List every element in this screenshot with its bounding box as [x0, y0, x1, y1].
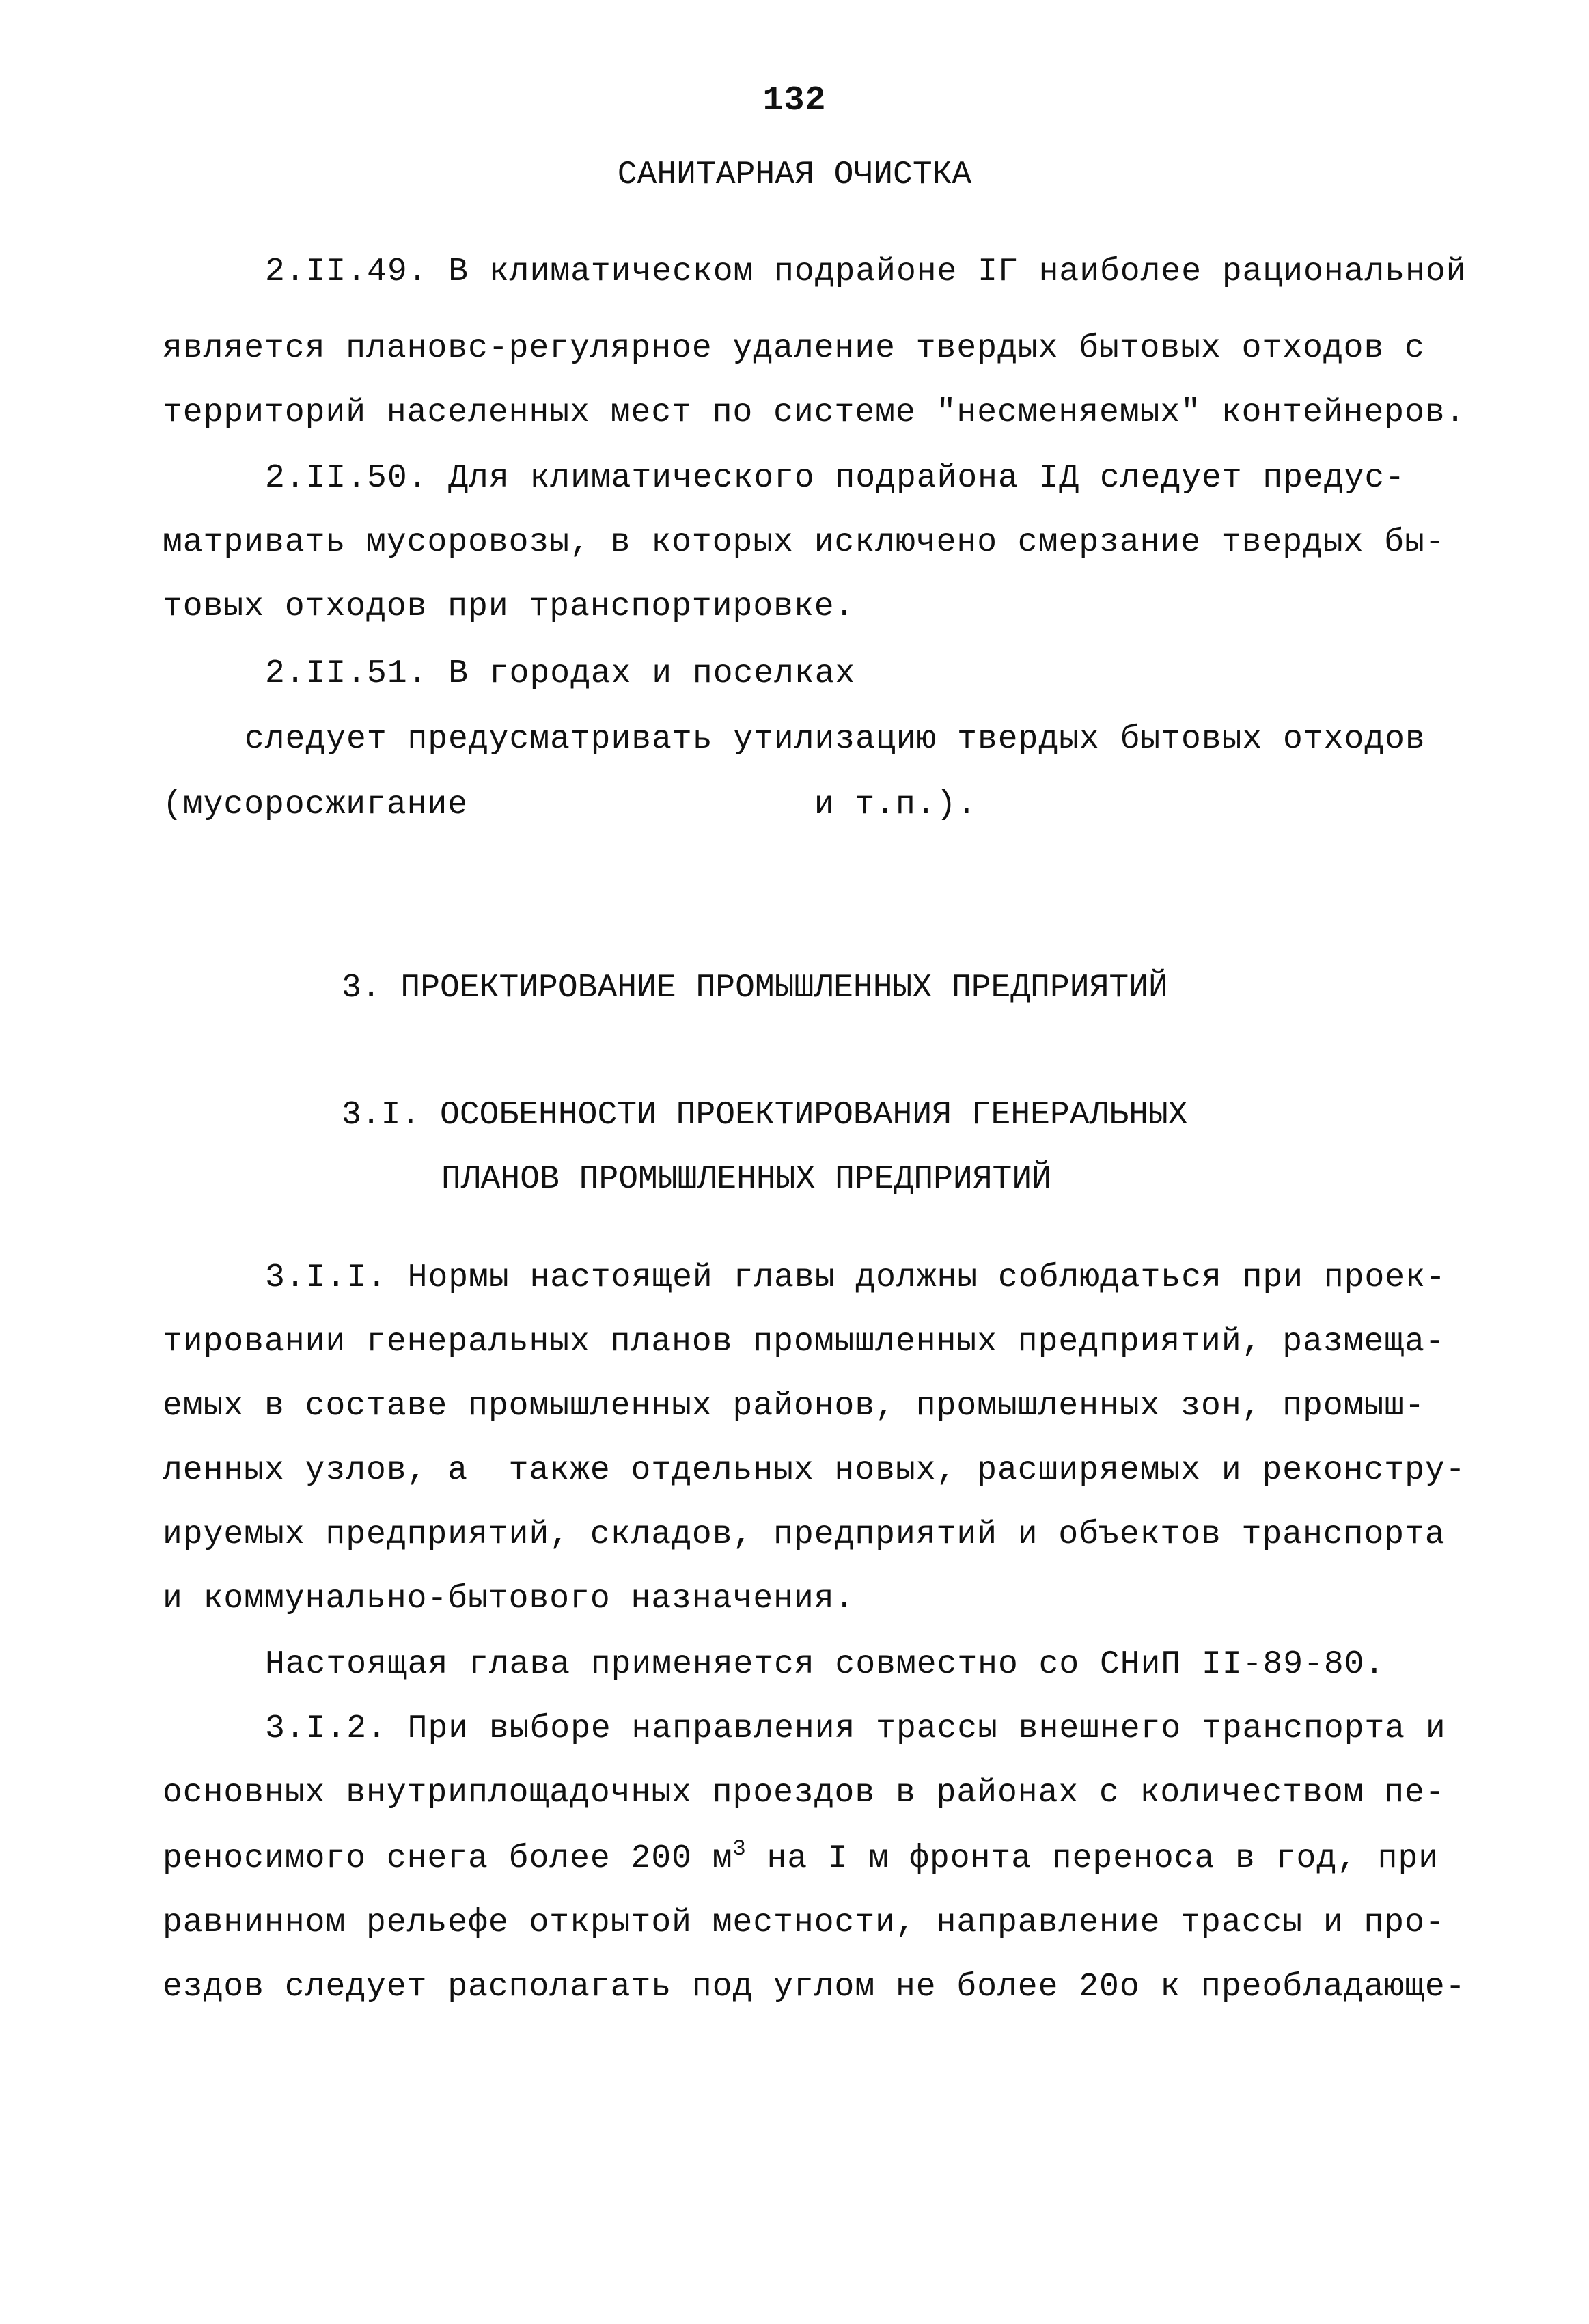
- page-number: 132: [762, 81, 827, 120]
- paragraph-3-1-1-line-5: ируемых предприятий, складов, предприятий и объектов транспорта: [163, 1516, 1446, 1553]
- paragraph-3-1-2-line-3: [163, 1838, 1439, 1879]
- paragraph-2-11-51-line-2: следует предусматривать утилизацию твердых бытовых отходов: [245, 721, 1426, 758]
- chapter-3-heading: 3. ПРОЕКТИРОВАНИЕ ПРОМЫШЛЕННЫХ ПРЕДПРИЯТИЙ: [342, 970, 1168, 1007]
- section-3-1-heading-line-1: 3.I. ОСОБЕННОСТИ ПРОЕКТИРОВАНИЯ ГЕНЕРАЛЬНЫХ: [342, 1097, 1188, 1134]
- paragraph-2-11-50-line-3: товых отходов при транспортировке.: [163, 588, 855, 625]
- paragraph-3-1-1-line-1: 3.I.I. Нормы настоящей главы должны соблюдаться при проек-: [265, 1259, 1446, 1296]
- paragraph-3-1-2-line-1: 3.I.2. При выборе направления трассы внешнего транспорта и: [265, 1710, 1446, 1747]
- paragraph-3-1-2-line-4: равнинном рельефе открытой местности, направление трассы и про-: [163, 1904, 1446, 1941]
- paragraph-2-11-50-line-1: 2.II.50. Для климатического подрайона IД следует предус-: [265, 460, 1406, 497]
- paragraph-3-1-2-line-2: основных внутриплощадочных проездов в районах с количеством пе-: [163, 1775, 1446, 1812]
- paragraph-3-1-2-line-5: ездов следует располагать под углом не более 20о к преобладающе-: [163, 1969, 1466, 2006]
- superscript-cubic: 3: [732, 1836, 747, 1861]
- paragraph-3-1-2-line-3-start: реносимого снега более 200 м: [163, 1840, 733, 1877]
- paragraph-3-1-2-line-3-end: на I м фронта переноса в год, при: [746, 1840, 1439, 1877]
- paragraph-2-11-49-line-2: является плановс-регулярное удаление твердых бытовых отходов с: [163, 330, 1425, 367]
- paragraph-3-1-1-line-2: тировании генеральных планов промышленных предприятий, размеща-: [163, 1324, 1446, 1361]
- paragraph-2-11-51-line-1: 2.II.51. В городах и поселках: [265, 655, 856, 692]
- section-heading-sanitary: САНИТАРНАЯ ОЧИСТКА: [617, 156, 972, 193]
- paragraph-2-11-50-line-2: матривать мусоровозы, в которых исключено смерзание твердых бы-: [163, 524, 1446, 561]
- paragraph-joint-use: Настоящая глава применяется совместно со СНиП II-89-80.: [265, 1646, 1385, 1683]
- paragraph-2-11-49-line-3: территорий населенных мест по системе "несменяемых" контейнеров.: [163, 394, 1466, 431]
- paragraph-2-11-51-line-3: (мусоросжигание и т.п.).: [163, 787, 978, 823]
- paragraph-3-1-1-line-6: и коммунально-бытового назначения.: [163, 1581, 855, 1617]
- paragraph-2-11-49-line-1: 2.II.49. В климатическом подрайоне IГ наиболее рациональной: [265, 254, 1467, 290]
- section-3-1-heading-line-2: ПЛАНОВ ПРОМЫШЛЕННЫХ ПРЕДПРИЯТИЙ: [441, 1161, 1051, 1198]
- paragraph-3-1-1-line-3: емых в составе промышленных районов, промышленных зон, промыш-: [163, 1388, 1425, 1425]
- paragraph-3-1-1-line-4: ленных узлов, а также отдельных новых, расширяемых и реконстру-: [163, 1452, 1466, 1489]
